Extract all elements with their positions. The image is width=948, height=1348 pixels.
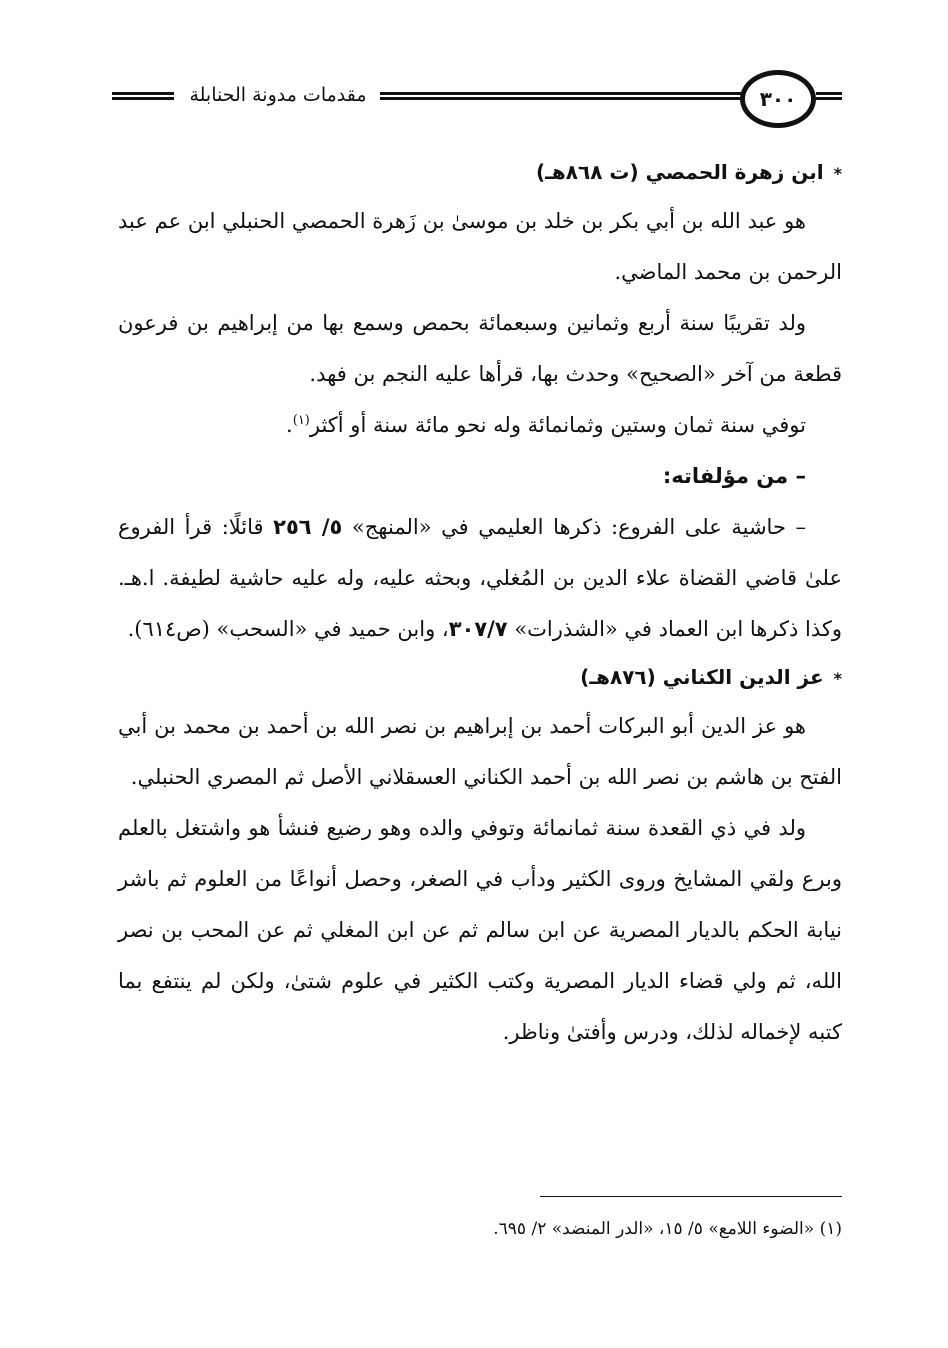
work-reference: ٥/ ٢٥٦ bbox=[273, 515, 343, 539]
paragraph-end: . bbox=[286, 413, 293, 437]
work-text: – حاشية على الفروع: ذكرها العليمي في «المنهج» bbox=[342, 515, 806, 539]
footnote: (١) «الضوء اللامع» ٥/ ١٥، «الدر المنضد» ٢/ ٦٩٥. bbox=[493, 1219, 842, 1239]
entry-heading bbox=[118, 655, 842, 701]
header-rule-right bbox=[816, 92, 842, 100]
footnote-divider bbox=[540, 1196, 842, 1197]
page-number: ٣٠٠ bbox=[740, 70, 816, 128]
running-header bbox=[112, 66, 842, 130]
paragraph bbox=[118, 400, 842, 451]
header-rule-left bbox=[112, 92, 174, 100]
works-label: – من مؤلفاته: bbox=[662, 464, 806, 488]
paragraph: هو عبد الله بن أبي بكر بن خلد بن موسىٰ بن زَهرة الحمصي الحنبلي ابن عم عبد الرحمن بن محمد الماضي. bbox=[118, 209, 842, 284]
entry-heading bbox=[118, 150, 842, 196]
running-title: مقدمات مدونة الحنابلة bbox=[189, 84, 367, 106]
entry-heading-text: عز الدين الكناني (٨٧٦هـ) bbox=[580, 665, 824, 689]
page-body bbox=[118, 150, 842, 1058]
footnote-marker: (١) bbox=[292, 413, 310, 428]
paragraph: ولد تقريبًا سنة أربع وثمانين وسبعمائة بحمص وسمع بها من إبراهيم بن فرعون قطعة من آخر «الصحيح» وحدث بها، قرأها عليه النجم بن فهد. bbox=[118, 311, 842, 386]
work-reference: ٣٠٧/٧ bbox=[448, 617, 508, 641]
work-text: قائلًا: قرأ الفروع علىٰ قاضي القضاة علاء الدين بن المُغلي، وبحثه عليه، وله عليه حاشية لطيفة. ا.هـ. وكذا ذكرها ابن العماد في «الشذرات» bbox=[118, 515, 842, 641]
paragraph-text: توفي سنة ثمان وستين وثمانمائة وله نحو مائة سنة أو أكثر bbox=[309, 413, 806, 437]
work-item bbox=[118, 502, 842, 655]
star-icon: * bbox=[833, 164, 842, 183]
paragraph: ولد في ذي القعدة سنة ثمانمائة وتوفي والده وهو رضيع فنشأ هو واشتغل بالعلم وبرع ولقي المشايخ وروى الكثير ودأب في الصغر، وحصل أنواعًا من العلوم ثم باشر نيابة الحكم بالديار المصرية عن ابن سالم ثم عن ابن المغلي ثم عن المحب بن نصر الله، ثم ولي قضاء الديار المصرية وكتب الكثير في علوم شتىٰ، ولكن لم ينتفع بما كتبه لإخماله لذلك، ودرس وأفتىٰ وناظر. bbox=[118, 816, 842, 1044]
star-icon: * bbox=[833, 669, 842, 688]
work-text: ، وابن حميد في «السحب» (ص٦١٤). bbox=[127, 617, 449, 641]
paragraph: هو عز الدين أبو البركات أحمد بن إبراهيم بن نصر الله بن أحمد بن محمد بن أبي الفتح بن هاشم بن نصر الله بن أحمد الكناني العسقلاني الأصل ثم المصري الحنبلي. bbox=[118, 714, 842, 789]
header-rule-middle bbox=[380, 92, 742, 100]
entry-heading-text: ابن زهرة الحمصي (ت ٨٦٨هـ) bbox=[535, 160, 824, 184]
